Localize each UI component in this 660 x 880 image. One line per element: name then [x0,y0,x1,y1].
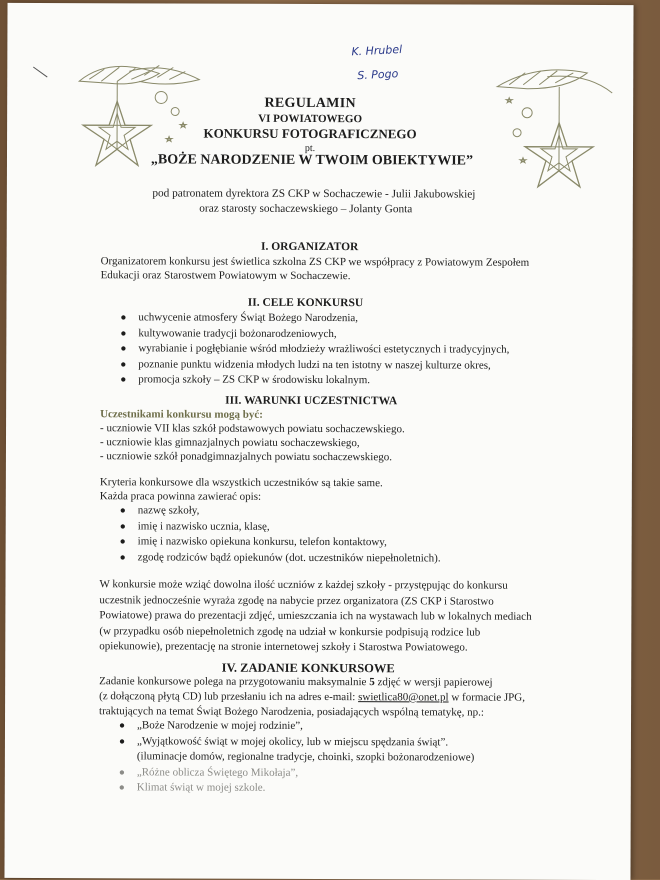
section-3-heading: III. WARUNKI UCZESTNICTWA [0,394,624,408]
section-2-heading: II. CELE KONKURSU [0,296,619,310]
bullet-icon: ● [120,503,126,519]
consent-paragraph [99,577,607,656]
list-item: ● uchwycenie atmosfery Świąt Bożego Narodzenia, [116,310,576,327]
section-1-heading: I. ORGANIZATOR [0,240,623,254]
criteria-block [100,475,600,505]
contest-theme: „BOŻE NARODZENIE W TWOIM OBIEKTYWIE” [0,152,625,170]
bullet-icon: ● [120,310,126,326]
bullet-icon: ● [120,357,126,373]
consent-line: (w przypadku osób niepełnoletnich zgodę na udział w konkursie podpisują rodzice lub [99,624,607,641]
list-item: ● imię i nazwisko ucznia, klasę, [116,519,576,536]
pen-mark-icon [31,63,51,83]
bullet-icon: ● [119,765,125,781]
bullet-icon: ● [120,341,126,357]
list-item: ● zgodę rodziców bądź opiekunów (dot. uczestników niepełnoletnich). [116,550,576,567]
list-item: ● „Różne oblicza Świętego Mikołaja”, [115,765,595,782]
goals-list [116,310,576,389]
pt-label: pt. [0,142,623,155]
list-item: ● Klimat świąt w mojej szkole. [115,780,595,797]
consent-line: W konkursie może wziąć dowolna ilość uczniów z każdej szkoły - przystępując do konkursu [99,577,607,594]
task-line-3: traktujących na temat Świąt Bożego Narodzenia, posiadających wspólną tematykę, np.: [99,704,609,721]
list-item: ● nazwę szkoły, [116,503,576,520]
criteria-text: Kryteria konkursowe dla wszystkich uczestników są takie same. [100,475,600,491]
participants-label: Uczestnikami konkursu mogą być: [100,407,600,423]
list-item: ● poznanie punktu widzenia młodych ludzi na ten istotny w naszej kulturze okres, [116,357,576,374]
consent-line: opiekunowie), prezentację na stronie internetowej szkoły i Starostwa Powiatowego. [99,639,607,656]
edition-line: VI POWIATOWEGO [0,112,623,126]
participant-line: - uczniowie VII klas szkół podstawowych powiatu sochaczewskiego. [100,421,600,437]
description-list [116,503,576,567]
handwritten-note-2: S. Pogo [357,67,399,82]
patronage-line-2: oraz starosty sochaczewskiego – Jolanty Gonta [0,202,619,216]
list-item: ● wyrabianie i pogłębianie wśród młodzieży wrażliwości estetycznych i tradycyjnych, [116,341,576,358]
bullet-icon: ● [120,550,126,566]
contest-name: KONKURSU FOTOGRAFICZNEGO [0,125,623,143]
bullet-icon: ● [120,372,126,388]
section-4-heading: IV. ZADANIE KONKURSOWE [0,660,621,677]
consent-line: Powiatowe) prawa do prezentacji zdjęć, umieszczania ich na wystawach lub w lokalnych mediach [99,608,607,625]
bullet-icon: ● [120,534,126,550]
list-item: ● imię i nazwisko opiekuna konkursu, telefon kontaktowy, [116,534,576,551]
bullet-icon: ● [119,780,125,796]
task-line-2: (z dołączoną płytą CD) lub przesłaniu ich na adres e-mail: swietlica80@onet.pl w formacie JPG, [99,689,609,706]
description-intro: Każda praca powinna zawierać opis: [100,489,600,505]
list-item: ● kultywowanie tradycji bożonarodzeniowych, [116,326,576,343]
list-item: ● promocja szkoły – ZS CKP w środowisku lokalnym. [116,372,576,389]
section-1-line-1: Organizatorem konkursu jest świetlica szkolna ZS CKP we współpracy z Powiatowym Zespołem [101,254,601,270]
list-item: ● „Wyjątkowość świąt w mojej okolicy, lub w miejscu spędzania świąt”. [115,734,595,751]
task-line-1: Zadanie konkursowe polega na przygotowaniu maksymalnie 5 zdjęć w wersji papierowej [99,674,609,691]
bullet-icon: ● [120,326,126,342]
document-title: REGULAMIN [0,95,623,113]
list-item-note: (iluminacje domów, regionalne tradycje, choinki, szopki bożonarodzeniowe) [115,749,595,766]
topics-list [115,718,595,797]
participants-block [100,407,600,465]
handwritten-note-1: K. Hrubel [351,43,402,58]
section-1-text [101,254,601,284]
document-page [4,3,633,880]
bullet-icon: ● [120,519,126,535]
list-item: ● „Boże Narodzenie w mojej rodzinie”, [115,718,595,735]
consent-line: uczestnik jednocześnie wyraża zgodę na nabycie przez organizatora (ZS CKP i Starostwo [99,593,607,610]
email-link[interactable]: swietlica80@onet.pl [358,691,449,703]
participant-line: - uczniowie szkół ponadgimnazjalnych powiatu sochaczewskiego. [100,449,600,465]
patronage-line-1: pod patronatem dyrektora ZS CKP w Sochaczewie - Julii Jakubowskiej [1,187,627,201]
section-1-line-2: Edukacji oraz Starostwem Powiatowym w Sochaczewie. [101,268,601,284]
task-block [99,674,609,721]
bullet-icon: ● [119,734,125,750]
bullet-icon: ● [119,718,125,734]
participant-line: - uczniowie klas gimnazjalnych powiatu sochaczewskiego, [100,435,600,451]
